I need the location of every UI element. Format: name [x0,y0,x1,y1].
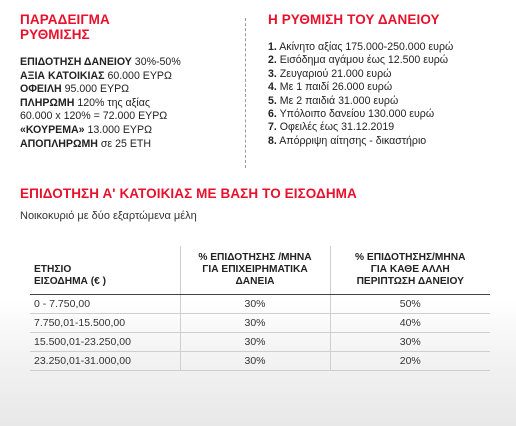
regulation-section [268,12,508,148]
regulation-item: 2. Εισόδημα αγάμου έως 12.500 ευρώ [268,54,449,67]
example-line: ΑΠΟΠΛΗΡΩΜΗ σε 25 ΕΤΗ [20,137,152,150]
subsidy-title: ΕΠΙΔΟΤΗΣΗ Α' ΚΑΤΟΙΚΙΑΣ ΜΕ ΒΑΣΗ ΤΟ ΕΙΣΟΔΗΜΑ [20,186,357,201]
table-row [30,333,490,352]
regulation-item: 5. Με 2 παιδιά 31.000 ευρώ [268,94,399,107]
subsidy-subtitle: Νοικοκυριό με δύο εξαρτώμενα μέλη [20,210,197,222]
cell-other: 50% [330,295,490,314]
regulation-item: 1. Ακίνητο αξίας 175.000-250.000 ευρώ [268,41,454,53]
regulation-item: 8. Απόρριψη αίτησης - δικαστήριο [268,134,427,147]
example-line: ΑΞΙΑ ΚΑΤΟΙΚΙΑΣ 60.000 ΕΥΡΩ [20,69,172,82]
table-row [30,295,490,314]
example-line: ΕΠΙΔΟΤΗΣΗ ΔΑΝΕΙΟΥ 30%-50% [20,56,181,68]
header-income: ΕΤΗΣΙΟ ΕΙΣΟΔΗΜΑ (€ ) [30,246,180,295]
table-row [30,314,490,333]
cell-business: 30% [180,333,330,352]
cell-business: 30% [180,314,330,333]
header-business-loans: % ΕΠΙΔΟΤΗΣΗΣ /ΜΗΝΑ ΓΙΑ ΕΠΙΧΕΙΡΗΜΑΤΙΚΑ ΔΑΝΕΙΑ [180,246,330,295]
example-title [20,12,240,42]
header-other-loans: % ΕΠΙΔΟΤΗΣΗΣ/ΜΗΝΑ ΓΙΑ ΚΑΘΕ ΑΛΛΗ ΠΕΡΙΠΤΩΣΗ ΔΑΝΕΙΟΥ [330,246,490,295]
cell-business: 30% [180,352,330,371]
cell-income: 15.500,01-23.250,00 [30,333,180,352]
cell-other: 40% [330,314,490,333]
regulation-item: 7. Οφειλές έως 31.12.2019 [268,121,395,134]
table-header-row [30,246,490,295]
table-row [30,352,490,371]
example-line: 60.000 x 120% = 72.000 ΕΥΡΩ [20,110,168,123]
cell-income: 23.250,01-31.000,00 [30,352,180,371]
regulation-title: Η ΡΥΘΜΙΣΗ ΤΟΥ ΔΑΝΕΙΟΥ [268,12,440,27]
example-title-line2: ΡΥΘΜΙΣΗΣ [20,27,90,42]
example-line: «ΚΟΥΡΕΜΑ» 13.000 ΕΥΡΩ [20,123,152,136]
cell-other: 20% [330,352,490,371]
example-section [20,12,240,151]
cell-income: 7.750,01-15.500,00 [30,314,180,333]
regulation-item: 3. Ζευγαριού 21.000 ευρώ [268,67,392,80]
column-divider [245,18,246,168]
regulation-item: 6. Υπόλοιπο δανείου 130.000 ευρώ [268,108,435,121]
subsidy-section [20,186,500,222]
regulation-list [268,41,508,148]
example-line: ΟΦΕΙΛΗ 95.000 ΕΥΡΩ [20,83,130,96]
cell-income: 0 - 7.750,00 [30,295,180,314]
example-line: ΠΛΗΡΩΜΗ 120% της αξίας [20,96,150,109]
example-lines [20,56,240,151]
regulation-item: 4. Με 1 παιδί 26.000 ευρώ [268,81,393,94]
cell-business: 30% [180,295,330,314]
cell-other: 30% [330,333,490,352]
example-title-line1: ΠΑΡΑΔΕΙΓΜΑ [20,12,110,27]
subsidy-table [30,246,490,371]
